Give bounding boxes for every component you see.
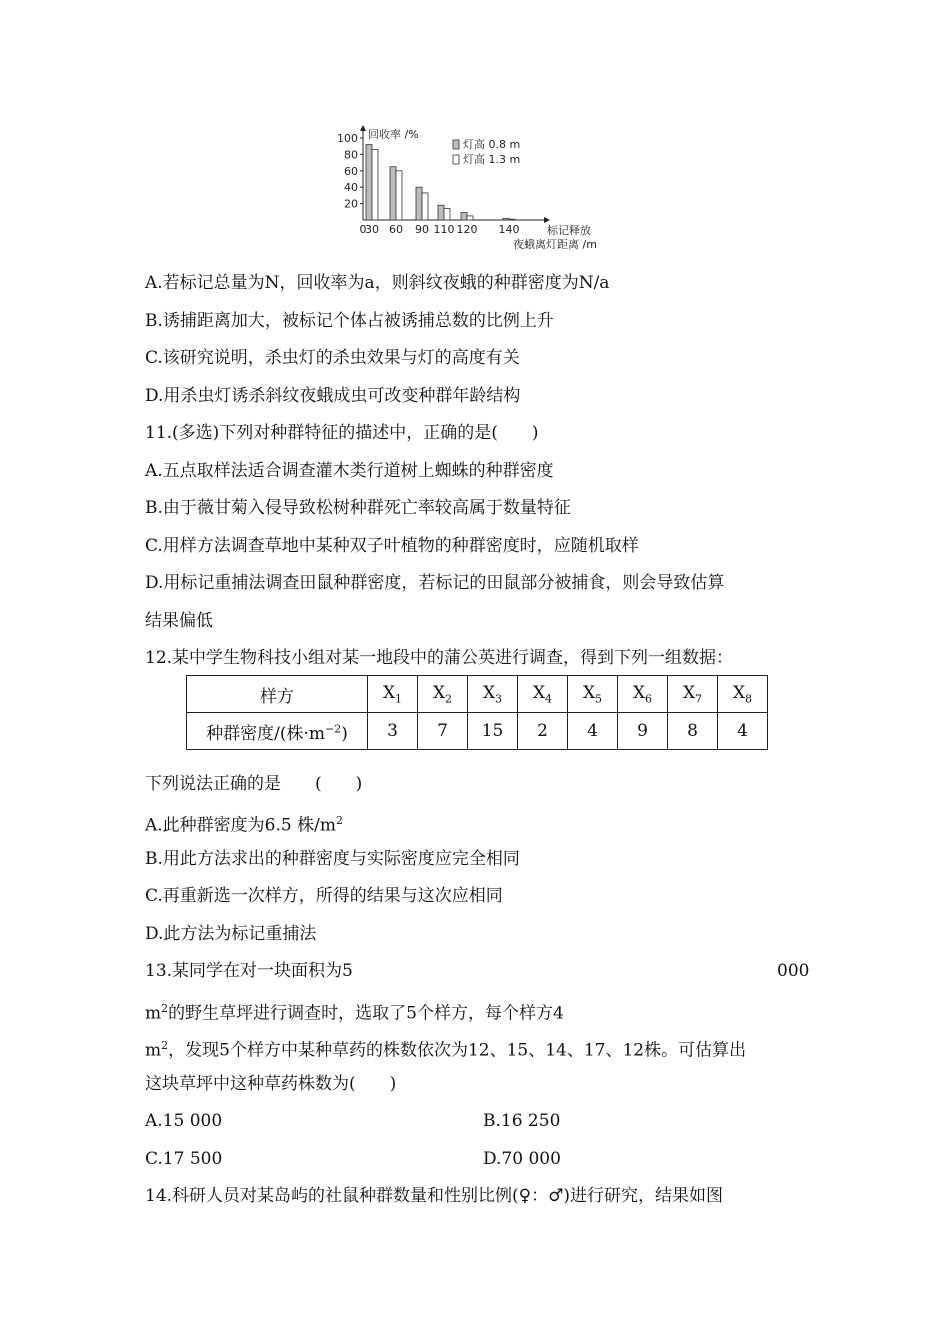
y-tick-label: 80 bbox=[344, 148, 358, 162]
x-tick-label: 140 bbox=[498, 223, 520, 236]
bar-lamp-1-3m bbox=[396, 171, 402, 220]
bar-lamp-1-3m bbox=[372, 149, 378, 220]
q12-prompt: 下列说法正确的是 ( ) bbox=[145, 774, 363, 794]
sample-header-8: $X_8$ bbox=[718, 676, 768, 713]
q13-stem-line1-right: 000 bbox=[777, 961, 810, 981]
q12-stem: 12.某中学生物科技小组对某一地段中的蒲公英进行调查，得到下列一组数据： bbox=[145, 648, 734, 668]
q13-stem-line2: $m^2$的野生草坪进行调查时，选取了5个样方，每个样方4 bbox=[145, 1002, 564, 1024]
legend-swatch bbox=[453, 140, 459, 149]
sample-header-3: $X_3$ bbox=[468, 676, 518, 713]
q11-option-b: B.由于薇甘菊入侵导致松树种群死亡率较高属于数量特征 bbox=[145, 498, 571, 518]
x-axis-label-line1: 标记释放 bbox=[547, 224, 591, 237]
y-axis-arrow bbox=[360, 125, 366, 131]
bar-lamp-0-8m bbox=[416, 187, 422, 220]
bar-lamp-1-3m bbox=[422, 193, 428, 220]
density-value-2: 7 bbox=[418, 713, 468, 750]
q13-option-b: B.16 250 bbox=[483, 1111, 561, 1131]
density-value-5: 4 bbox=[568, 713, 618, 750]
q11-option-c: C.用样方法调查草地中某种双子叶植物的种群密度时，应随机取样 bbox=[145, 536, 639, 556]
sample-header-1: $X_1$ bbox=[368, 676, 418, 713]
sample-header-6: $X_6$ bbox=[618, 676, 668, 713]
x-tick-label: 90 bbox=[415, 223, 429, 236]
x-tick-label: 60 bbox=[389, 223, 403, 236]
q13-option-c: C.17 500 bbox=[145, 1149, 223, 1169]
bar-lamp-0-8m bbox=[366, 145, 372, 220]
density-value-3: 15 bbox=[468, 713, 518, 750]
q10-option-b: B.诱捕距离加大，被标记个体占被诱捕总数的比例上升 bbox=[145, 311, 554, 331]
x-axis-arrow bbox=[544, 217, 550, 223]
density-value-1: 3 bbox=[368, 713, 418, 750]
bar-lamp-0-8m bbox=[390, 167, 396, 220]
bar-lamp-1-3m bbox=[467, 216, 473, 220]
q12-option-a: A.此种群密度为6.5 株$/m^2$ bbox=[145, 814, 343, 836]
x-tick-label: 30 bbox=[365, 223, 379, 236]
q10-option-d: D.用杀虫灯诱杀斜纹夜蛾成虫可改变种群年龄结构 bbox=[145, 386, 521, 406]
sample-header-7: $X_7$ bbox=[668, 676, 718, 713]
density-row-label: 种群密度/(株$\cdot m^{-2}$) bbox=[187, 713, 368, 750]
q14-stem: 14.科研人员对某岛屿的社鼠种群数量和性别比例(♀：♂)进行研究，结果如图 bbox=[145, 1186, 723, 1206]
q12-sample-table bbox=[186, 675, 768, 750]
y-axis-label: 回收率 /% bbox=[368, 128, 419, 141]
q12-option-b: B.用此方法求出的种群密度与实际密度应完全相同 bbox=[145, 849, 520, 869]
bar-lamp-1-3m bbox=[509, 219, 515, 220]
legend-label: 灯高 0.8 m bbox=[463, 138, 521, 151]
table-header-row bbox=[187, 676, 768, 713]
density-value-4: 2 bbox=[518, 713, 568, 750]
x-tick-label: 120 bbox=[456, 223, 478, 236]
x-axis-label-line2: 夜蛾离灯距离 /m bbox=[513, 238, 597, 251]
q12-option-d: D.此方法为标记重捕法 bbox=[145, 924, 317, 944]
bar-lamp-0-8m bbox=[438, 205, 444, 220]
q11-option-d-cont: 结果偏低 bbox=[145, 611, 213, 631]
density-value-8: 4 bbox=[718, 713, 768, 750]
q13-stem-line1: 13.某同学在对一块面积为5 bbox=[145, 961, 353, 981]
legend-label: 灯高 1.3 m bbox=[463, 153, 521, 166]
q13-option-d: D.70 000 bbox=[483, 1149, 561, 1169]
q11-option-d: D.用标记重捕法调查田鼠种群密度，若标记的田鼠部分被捕食，则会导致估算 bbox=[145, 573, 725, 593]
y-tick-label: 100 bbox=[337, 132, 358, 145]
bar-lamp-1-3m bbox=[444, 209, 450, 220]
legend-swatch bbox=[453, 155, 459, 164]
q11-option-a: A.五点取样法适合调查灌木类行道树上蜘蛛的种群密度 bbox=[145, 461, 554, 481]
q10-option-a: A.若标记总量为N，回收率为a，则斜纹夜蛾的种群密度为N/a bbox=[145, 273, 610, 293]
bar-lamp-0-8m bbox=[503, 218, 509, 220]
sample-header-4: $X_4$ bbox=[518, 676, 568, 713]
density-value-6: 9 bbox=[618, 713, 668, 750]
table-row bbox=[187, 713, 768, 750]
y-tick-label: 20 bbox=[344, 197, 358, 211]
sample-header-5: $X_5$ bbox=[568, 676, 618, 713]
y-tick-label: 60 bbox=[344, 164, 358, 178]
table-row-label: 样方 bbox=[187, 676, 368, 713]
recapture-rate-chart bbox=[325, 122, 625, 262]
q13-option-a: A.15 000 bbox=[145, 1111, 223, 1131]
sample-header-2: $X_2$ bbox=[418, 676, 468, 713]
y-tick-label: 40 bbox=[344, 181, 358, 195]
q13-stem-line4: 这块草坪中这种草药株数为( ) bbox=[145, 1074, 397, 1094]
q10-option-c: C.该研究说明，杀虫灯的杀虫效果与灯的高度有关 bbox=[145, 348, 520, 368]
q13-stem-line3: $m^2$，发现5个样方中某种草药的株数依次为12、15、14、17、12株。可估算出 bbox=[145, 1039, 747, 1061]
x-tick-label: 0 bbox=[359, 223, 367, 236]
x-tick-label: 110 bbox=[433, 223, 455, 236]
q12-option-c: C.再重新选一次样方，所得的结果与这次应相同 bbox=[145, 886, 503, 906]
density-value-7: 8 bbox=[668, 713, 718, 750]
q11-stem: 11.(多选)下列对种群特征的描述中，正确的是( ) bbox=[145, 423, 539, 443]
bar-lamp-0-8m bbox=[461, 213, 467, 220]
